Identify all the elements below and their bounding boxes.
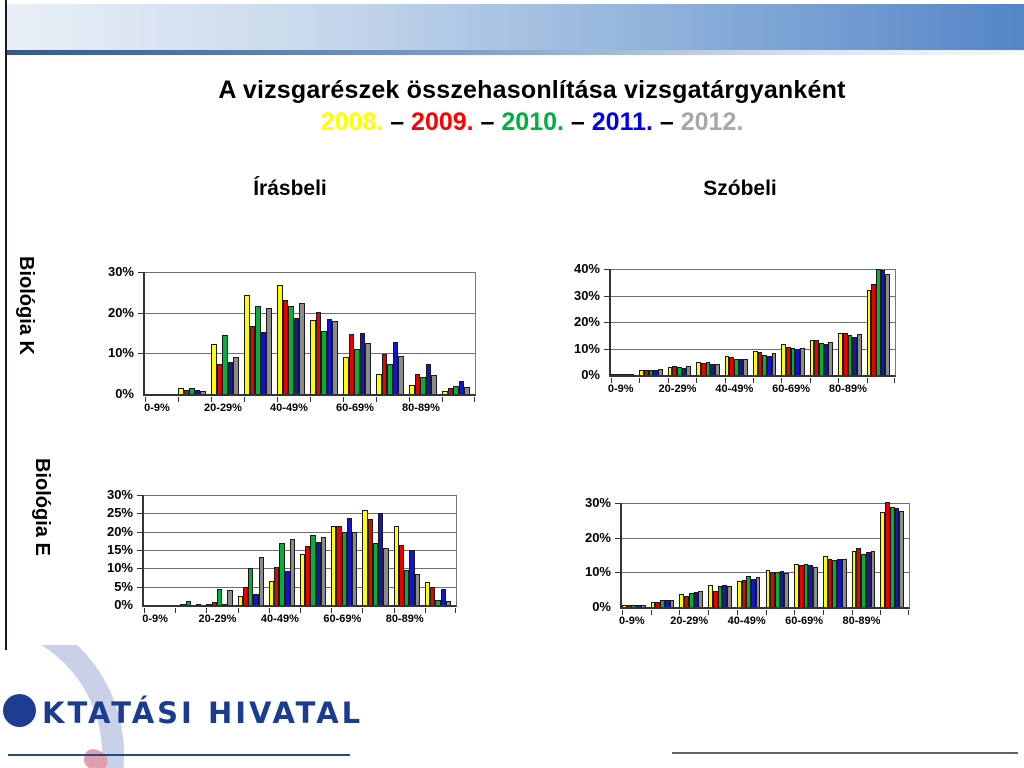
bar-group-90-100% <box>442 272 475 394</box>
y-tick <box>138 313 143 314</box>
y-tick-label: 20% <box>106 523 133 539</box>
x-tick <box>300 608 301 613</box>
y-tick <box>615 572 620 573</box>
bar-2012-30-39% <box>715 364 720 375</box>
y-tick <box>604 296 609 297</box>
column-header-szobeli: Szóbeli <box>703 177 777 200</box>
x-tick-label: 60-69% <box>336 402 374 414</box>
bar-group-60-69% <box>343 272 376 394</box>
bar-2012-50-59% <box>332 321 338 394</box>
bar-2012-40-49% <box>290 539 295 605</box>
bar-2012-20-29% <box>227 590 232 605</box>
x-tick <box>442 397 443 402</box>
bar-2012-30-39% <box>727 586 732 608</box>
y-tick-label: 20% <box>584 529 611 545</box>
bar-group-80-89% <box>394 495 425 605</box>
y-tick-label: 10% <box>107 345 134 361</box>
y-tick-label: 10% <box>573 340 600 356</box>
y-tick-label: 40% <box>573 261 600 276</box>
year-separator: – <box>563 108 592 136</box>
slide-title: A vizsgarészek összehasonlítása vizsgatárgyanként <box>218 76 846 104</box>
x-tick-label: 60-69% <box>772 383 811 395</box>
x-tick-label: 0-9% <box>607 383 634 395</box>
x-tick <box>376 397 377 402</box>
bar-2012-0-9% <box>641 605 646 607</box>
bar-group-60-69% <box>331 495 362 605</box>
x-tick-label: 40-49% <box>260 613 299 625</box>
bar-group-20-29% <box>206 495 237 605</box>
bar-2012-70-79% <box>828 342 833 375</box>
bar-2012-10-19% <box>658 369 663 375</box>
bar-group-80-89% <box>852 503 881 607</box>
x-tick <box>651 610 652 615</box>
column-header-irasbeli: Írásbeli <box>253 177 327 200</box>
x-tick-label: 0-9% <box>619 615 645 627</box>
bar-2012-50-59% <box>784 573 789 607</box>
bar-2012-60-69% <box>352 532 357 605</box>
bar-2012-10-19% <box>200 391 206 394</box>
year-label-2009: 2009. <box>411 108 474 136</box>
plot-area <box>620 503 910 609</box>
bar-2012-70-79% <box>842 559 847 607</box>
x-tick <box>238 608 239 613</box>
row-header-biologia-k: Biológia K <box>15 256 37 355</box>
y-tick <box>138 272 143 273</box>
x-tick-label: 20-29% <box>198 613 237 625</box>
x-tick-label: 40-49% <box>270 402 308 414</box>
x-tick <box>639 378 640 383</box>
bar-group-20-29% <box>211 272 244 394</box>
bar-2012-90-100% <box>464 387 470 394</box>
chart-biologia-e-szobeli <box>572 489 917 634</box>
year-separator: – <box>383 108 412 136</box>
y-tick <box>137 495 142 496</box>
bar-group-40-49% <box>277 272 310 394</box>
bar-group-70-79% <box>376 272 409 394</box>
y-tick <box>604 322 609 323</box>
bar-2012-20-29% <box>233 357 239 394</box>
y-tick-label: 25% <box>106 505 133 521</box>
x-tick <box>175 608 176 613</box>
bar-group-50-59% <box>300 495 331 605</box>
bar-2012-90-100% <box>899 511 904 607</box>
y-tick-label: 15% <box>106 542 133 557</box>
bar-2012-20-29% <box>686 366 691 375</box>
bar-2012-10-19% <box>196 604 201 605</box>
bottom-right-line <box>672 752 1018 754</box>
y-tick-label: 20% <box>573 314 600 329</box>
x-tick-label: 40-49% <box>727 615 766 627</box>
bar-2012-20-29% <box>698 591 703 607</box>
x-tick <box>362 608 363 613</box>
x-tick-label: 0-9% <box>144 402 170 414</box>
bar-2012-70-79% <box>383 548 388 605</box>
bar-group-90-100% <box>880 503 909 607</box>
bar-2012-80-89% <box>857 334 862 375</box>
bar-2012-80-89% <box>415 574 420 605</box>
bar-group-60-69% <box>794 503 823 607</box>
x-tick-label: 80-89% <box>828 383 867 395</box>
x-tick <box>894 378 895 383</box>
bar-2012-90-100% <box>885 274 890 375</box>
logo-text: KTATÁSI HIVATAL <box>42 696 364 730</box>
x-tick-label: 80-89% <box>385 613 424 625</box>
x-tick <box>244 397 245 402</box>
bar-group-40-49% <box>725 269 753 375</box>
y-tick-label: 30% <box>573 287 600 303</box>
bar-group-30-39% <box>238 495 269 605</box>
bar-group-0-9% <box>144 495 175 605</box>
x-tick-label: 60-69% <box>323 613 362 625</box>
bar-2012-60-69% <box>800 348 805 375</box>
logo-circle-icon <box>3 694 36 727</box>
x-tick-label: 20-29% <box>658 383 697 395</box>
y-tick <box>137 587 142 588</box>
y-tick <box>137 532 142 533</box>
bar-group-70-79% <box>810 269 838 375</box>
logo-underline <box>8 754 350 756</box>
plot-area <box>142 495 457 607</box>
y-tick <box>615 503 620 504</box>
x-tick <box>908 610 909 615</box>
y-tick-label: 5% <box>114 578 133 594</box>
bar-2012-40-49% <box>299 303 305 394</box>
y-tick-label: 10% <box>584 564 611 580</box>
bar-group-30-39% <box>696 269 724 375</box>
bar-2010-20-29% <box>217 589 222 606</box>
bar-2010-10-19% <box>186 601 191 605</box>
y-tick <box>137 568 142 569</box>
bar-2012-40-49% <box>756 577 761 607</box>
bar-group-90-100% <box>867 269 895 375</box>
y-tick-label: 30% <box>106 487 133 502</box>
bar-group-30-39% <box>708 503 737 607</box>
bar-group-50-59% <box>310 272 343 394</box>
x-tick-label: 20-29% <box>670 615 709 627</box>
bar-group-50-59% <box>766 503 795 607</box>
top-banner <box>7 4 1024 50</box>
year-separator: – <box>652 108 681 136</box>
x-tick <box>455 608 456 613</box>
bar-group-40-49% <box>269 495 300 605</box>
banner-underline <box>7 50 1024 55</box>
year-separator: – <box>473 108 502 136</box>
bar-2012-30-39% <box>266 308 272 394</box>
bar-group-80-89% <box>838 269 866 375</box>
bar-2012-90-100% <box>446 601 451 605</box>
subtitle-years <box>40 108 1024 137</box>
plot-area <box>143 272 476 396</box>
bar-group-80-89% <box>409 272 442 394</box>
bar-2012-70-79% <box>398 356 404 394</box>
y-tick <box>604 349 609 350</box>
bar-2012-80-89% <box>871 551 876 608</box>
bar-2012-40-49% <box>743 359 748 375</box>
chart-biologia-k-irasbeli <box>95 258 490 418</box>
bar-group-10-19% <box>639 269 667 375</box>
year-label-2010: 2010. <box>501 108 564 136</box>
x-tick-label: 20-29% <box>204 402 242 414</box>
y-tick-label: 0% <box>115 386 134 401</box>
y-tick <box>137 513 142 514</box>
bar-group-70-79% <box>362 495 393 605</box>
x-tick <box>474 397 475 402</box>
bar-group-20-29% <box>668 269 696 375</box>
bar-2012-80-89% <box>431 375 437 394</box>
bar-group-0-9% <box>145 272 178 394</box>
year-label-2011: 2011. <box>591 108 653 136</box>
y-tick-label: 10% <box>106 560 133 576</box>
bar-group-60-69% <box>781 269 809 375</box>
bar-group-20-29% <box>679 503 708 607</box>
y-tick-label: 0% <box>114 597 133 612</box>
y-tick-label: 20% <box>107 304 134 320</box>
row-header-biologia-e: Biológia E <box>31 458 53 556</box>
bar-group-70-79% <box>823 503 852 607</box>
x-tick-label: 80-89% <box>402 402 440 414</box>
x-tick-label: 0-9% <box>142 613 168 625</box>
y-tick <box>138 353 143 354</box>
y-tick <box>615 538 620 539</box>
bar-group-90-100% <box>425 495 456 605</box>
x-tick-label: 60-69% <box>785 615 824 627</box>
chart-biologia-e-irasbeli <box>95 481 475 636</box>
bar-2012-60-69% <box>365 343 371 394</box>
bar-group-0-9% <box>622 503 651 607</box>
bar-group-10-19% <box>175 495 206 605</box>
y-tick <box>604 269 609 270</box>
bar-2012-50-59% <box>321 537 326 605</box>
x-tick-label: 40-49% <box>715 383 754 395</box>
bar-2012-30-39% <box>259 557 264 605</box>
bar-2012-60-69% <box>813 567 818 607</box>
plot-area <box>609 269 896 377</box>
y-tick-label: 0% <box>592 599 611 614</box>
bar-group-10-19% <box>651 503 680 607</box>
year-label-2008: 2008. <box>320 108 384 136</box>
bar-group-40-49% <box>737 503 766 607</box>
y-tick-label: 0% <box>581 367 600 382</box>
x-tick <box>425 608 426 613</box>
bar-group-50-59% <box>753 269 781 375</box>
bar-2012-0-9% <box>630 374 635 375</box>
bar-group-30-39% <box>244 272 277 394</box>
chart-biologia-k-szobeli <box>560 255 910 400</box>
bar-group-0-9% <box>611 269 639 375</box>
year-label-2012: 2012. <box>680 108 744 136</box>
bar-2012-10-19% <box>670 600 675 607</box>
bar-2012-50-59% <box>772 353 777 375</box>
y-tick <box>137 550 142 551</box>
left-border-line <box>5 0 7 650</box>
y-tick-label: 30% <box>107 264 134 279</box>
x-tick-label: 80-89% <box>842 615 881 627</box>
bar-group-10-19% <box>178 272 211 394</box>
y-tick-label: 30% <box>584 495 611 510</box>
x-tick <box>310 397 311 402</box>
x-tick <box>178 397 179 402</box>
